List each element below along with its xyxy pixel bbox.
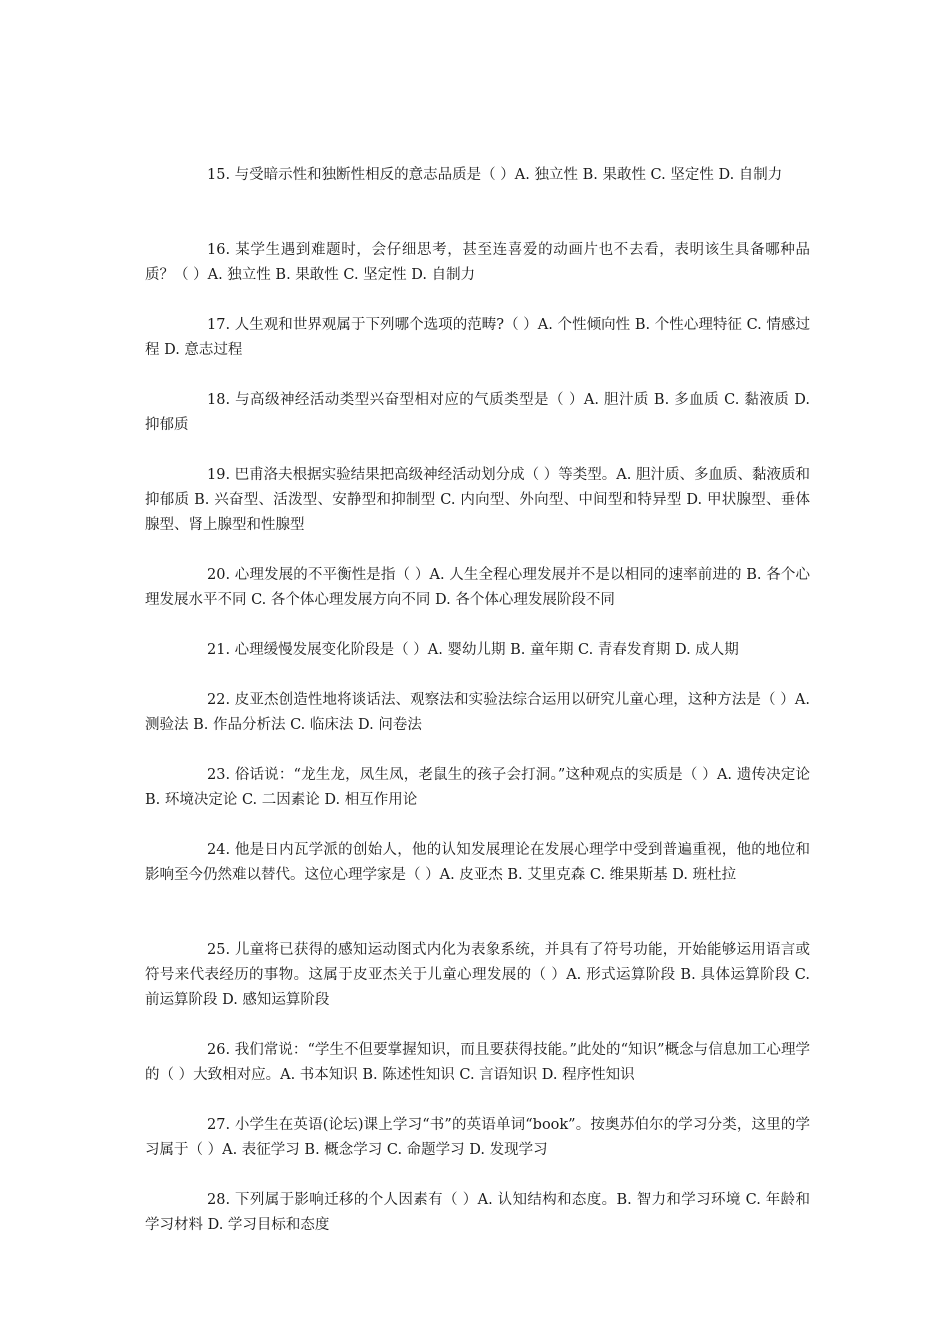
- question-27: 27. 小学生在英语(论坛)课上学习“书”的英语单词“book”。按奥苏伯尔的学习分类，这里的学习属于（ ）A. 表征学习 B. 概念学习 C. 命题学习 D. 发现学习: [145, 1116, 810, 1158]
- question-25: 25. 儿童将已获得的感知运动图式内化为表象系统，并具有了符号功能，开始能够运用语言或符号来代表经历的事物。这属于皮亚杰关于儿童心理发展的（ ）A. 形式运算阶段 B. 具体运算阶段 C. 前运算阶段 D. 感知运算阶段: [145, 941, 810, 1008]
- question-20: 20. 心理发展的不平衡性是指（ ）A. 人生全程心理发展并不是以相同的速率前进的 B. 各个心理发展水平不同 C. 各个体心理发展方向不同 D. 各个体心理发展阶段不同: [145, 566, 810, 608]
- question-26: 26. 我们常说：“学生不但要掌握知识，而且要获得技能。”此处的“知识”概念与信息加工心理学的（ ）大致相对应。A. 书本知识 B. 陈述性知识 C. 言语知识 D. 程序性知识: [145, 1041, 810, 1083]
- question-28: 28. 下列属于影响迁移的个人因素有（ ）A. 认知结构和态度。B. 智力和学习环境 C. 年龄和学习材料 D. 学习目标和态度: [145, 1191, 810, 1233]
- question-24: 24. 他是日内瓦学派的创始人，他的认知发展理论在发展心理学中受到普遍重视，他的地位和影响至今仍然难以替代。这位心理学家是（ ）A. 皮亚杰 B. 艾里克森 C. 维果斯基 D. 班杜拉: [145, 841, 810, 883]
- question-22: 22. 皮亚杰创造性地将谈话法、观察法和实验法综合运用以研究儿童心理，这种方法是（ ）A. 测验法 B. 作品分析法 C. 临床法 D. 问卷法: [145, 691, 810, 733]
- question-19: 19. 巴甫洛夫根据实验结果把高级神经活动划分成（ ）等类型。A. 胆汁质、多血质、黏液质和抑郁质 B. 兴奋型、活泼型、安静型和抑制型 C. 内向型、外向型、中间型和特异型 D. 甲状腺型、垂体腺型、肾上腺型和性腺型: [145, 466, 810, 533]
- question-18: 18. 与高级神经活动类型兴奋型相对应的气质类型是（ ）A. 胆汁质 B. 多血质 C. 黏液质 D. 抑郁质: [145, 391, 810, 433]
- question-17: 17. 人生观和世界观属于下列哪个选项的范畴?（ ）A. 个性倾向性 B. 个性心理特征 C. 情感过程 D. 意志过程: [145, 316, 810, 358]
- question-15: 15. 与受暗示性和独断性相反的意志品质是（ ）A. 独立性 B. 果敢性 C. 坚定性 D. 自制力: [207, 166, 783, 183]
- question-21: 21. 心理缓慢发展变化阶段是（ ）A. 婴幼儿期 B. 童年期 C. 青春发育期 D. 成人期: [207, 641, 739, 658]
- question-23: 23. 俗话说：“龙生龙，凤生凤，老鼠生的孩子会打洞。”这种观点的实质是（ ）A. 遗传决定论 B. 环境决定论 C. 二因素论 D. 相互作用论: [145, 766, 810, 808]
- question-16: 16. 某学生遇到难题时，会仔细思考，甚至连喜爱的动画片也不去看，表明该生具备哪种品质？（ ）A. 独立性 B. 果敢性 C. 坚定性 D. 自制力: [145, 241, 810, 283]
